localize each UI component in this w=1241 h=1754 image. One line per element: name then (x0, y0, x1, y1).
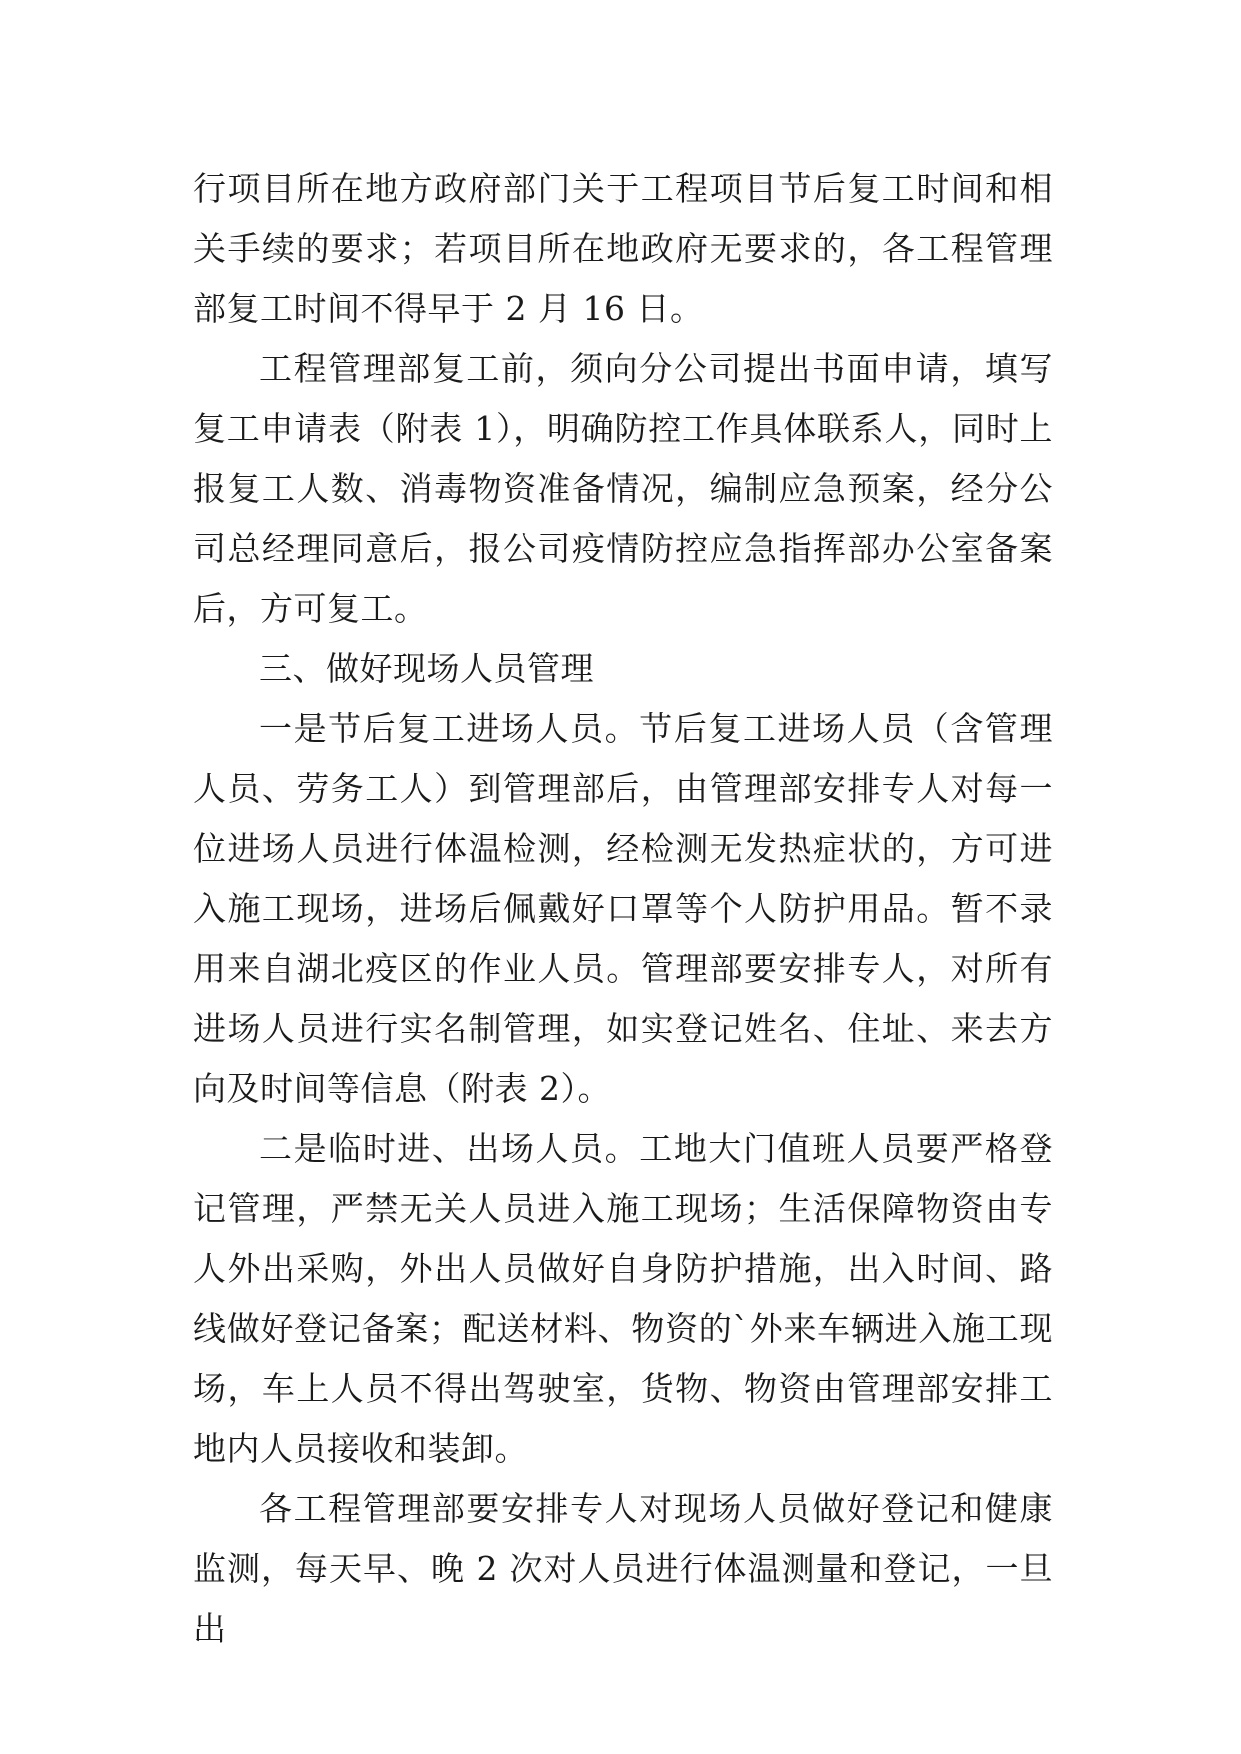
section-heading-personnel: 三、做好现场人员管理 (259, 649, 594, 688)
paragraph-continuation: 行项目所在地方政府部门关于工程项目节后复工时间和相关手续的要求；若项目所在地政府无要求的，各工程管理部复工时间不得早于 2 月 16 日。 (193, 169, 1053, 328)
paragraph-resumption-application: 工程管理部复工前，须向分公司提出书面申请，填写复工申请表（附表 1），明确防控工作具体联系人，同时上报复工人数、消毒物资准备情况，编制应急预案，经分公司总经理同意后，报公司疫情防控应急指挥部办公室备案后，方可复工。 (193, 349, 1053, 628)
paragraph-health-monitoring: 各工程管理部要安排专人对现场人员做好登记和健康监测，每天早、晚 2 次对人员进行体温测量和登记，一旦出 (193, 1489, 1053, 1648)
body-text (193, 159, 1053, 1659)
paragraph-temporary-personnel: 二是临时进、出场人员。工地大门值班人员要严格登记管理，严禁无关人员进入施工现场；生活保障物资由专人外出采购，外出人员做好自身防护措施，出入时间、路线做好登记备案；配送材料、物资的`外来车辆进入施工现场，车上人员不得出驾驶室，货物、物资由管理部安排工地内人员接收和装卸。 (193, 1129, 1053, 1468)
paragraph-entry-personnel: 一是节后复工进场人员。节后复工进场人员（含管理人员、劳务工人）到管理部后，由管理部安排专人对每一位进场人员进行体温检测，经检测无发热症状的，方可进入施工现场，进场后佩戴好口罩等个人防护用品。暂不录用来自湖北疫区的作业人员。管理部要安排专人，对所有进场人员进行实名制管理，如实登记姓名、住址、来去方向及时间等信息（附表 2）。 (193, 709, 1053, 1108)
